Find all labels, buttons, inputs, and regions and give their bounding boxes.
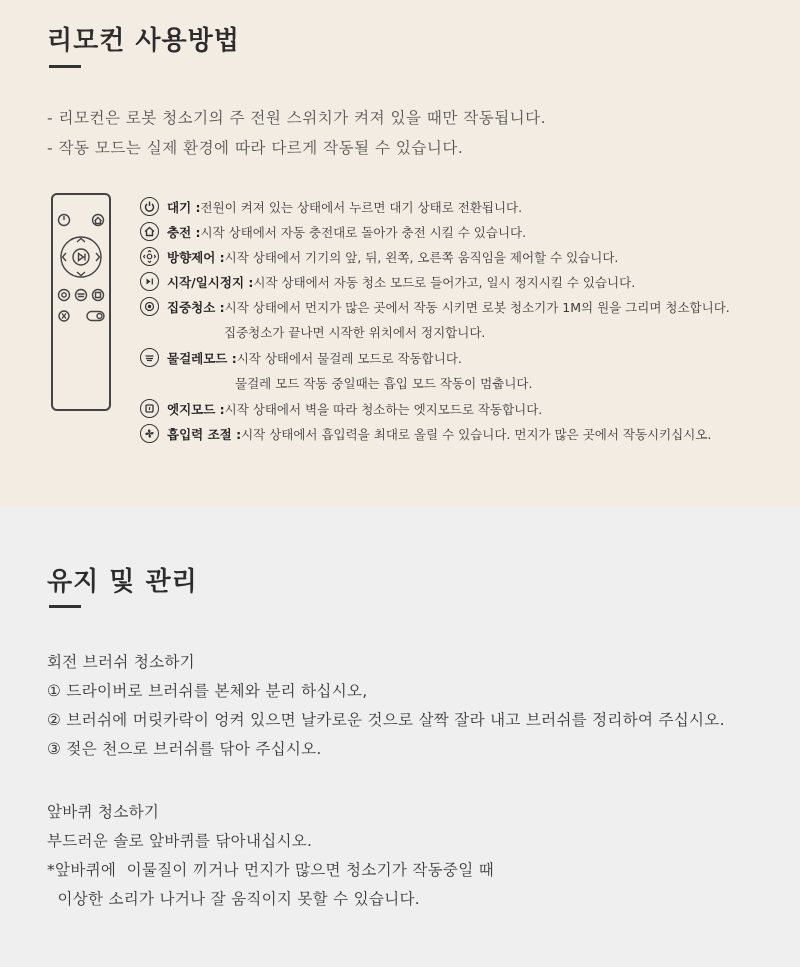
function-row-direction <box>140 247 618 266</box>
instruction-step: ③ 젖은 천으로 브러쉬를 닦아 주십시오. <box>47 740 322 758</box>
remote-edge-button-icon <box>93 290 104 301</box>
remote-mop-button-icon <box>76 290 87 301</box>
function-description: 시작 상태에서 물걸레 모드로 작동합니다. <box>236 350 462 366</box>
spot-clean-icon <box>140 297 159 316</box>
remote-usage-title: 리모컨 사용방법 <box>47 26 240 56</box>
function-row-mop-mode <box>140 348 462 367</box>
function-label: 시작/일시정지 : <box>167 274 254 290</box>
power-icon <box>140 197 159 216</box>
fan-icon <box>140 424 159 443</box>
title-underline <box>49 65 81 68</box>
function-label: 물걸레모드 : <box>167 350 237 366</box>
instruction-step: ① 드라이버로 브러쉬를 본체와 분리 하십시오, <box>47 682 368 700</box>
direction-icon <box>140 247 159 266</box>
function-row-start-pause <box>140 272 635 291</box>
remote-control-illustration <box>51 193 111 411</box>
instruction-step: ② 브러쉬에 머릿카락이 엉켜 있으면 날카로운 것으로 살짝 잘라 내고 브러쉬를 정리하여 주십시오. <box>47 711 725 729</box>
subsection-heading: 앞바퀴 청소하기 <box>47 803 160 821</box>
function-label: 엣지모드 : <box>167 401 225 417</box>
caution-note: 이상한 소리가 나거나 잘 움직이지 못할 수 있습니다. <box>47 890 421 908</box>
play-pause-icon <box>140 272 159 291</box>
instruction-line: 부드러운 솔로 앞바퀴를 닦아내십시오. <box>47 832 313 850</box>
note-line: - 리모컨은 로봇 청소기의 주 전원 스위치가 켜져 있을 때만 작동됩니다. <box>47 109 547 127</box>
note-line: - 작동 모드는 실제 환경에 따라 다르게 작동될 수 있습니다. <box>47 139 464 157</box>
function-row-suction-control <box>140 424 711 443</box>
maintenance-title: 유지 및 관리 <box>47 567 198 597</box>
function-description-continued: 집중청소가 끝나면 시작한 위치에서 정지합니다. <box>224 325 486 340</box>
function-row-standby <box>140 197 522 216</box>
home-icon <box>140 222 159 241</box>
function-row-edge-mode <box>140 399 542 418</box>
function-label: 흡입력 조절 : <box>167 426 242 442</box>
function-row-charge <box>140 222 526 241</box>
function-description: 시작 상태에서 기기의 앞, 뒤, 왼쪽, 오른쪽 움직임을 제어할 수 있습니다. <box>224 249 619 265</box>
function-label: 집중청소 : <box>167 299 225 315</box>
remote-spot-button-icon <box>59 290 70 301</box>
function-description: 시작 상태에서 먼지가 많은 곳에서 작동 시키면 로봇 청소기가 1M의 원을 그리며 청소합니다. <box>224 299 730 315</box>
function-description: 시작 상태에서 벽을 따라 청소하는 엣지모드로 작동합니다. <box>224 401 543 417</box>
function-description: 시작 상태에서 자동 충전대로 돌아가 충전 시킬 수 있습니다. <box>200 224 527 240</box>
subsection-heading: 회전 브러쉬 청소하기 <box>47 653 195 671</box>
function-row-spot-clean <box>140 297 730 316</box>
mop-icon <box>140 348 159 367</box>
function-description-continued: 물걸레 모드 작동 중일때는 흡입 모드 작동이 멈춥니다. <box>235 376 533 391</box>
title-underline <box>49 605 81 608</box>
function-label: 대기 : <box>167 199 201 215</box>
function-description: 시작 상태에서 자동 청소 모드로 들어가고, 일시 정지시킬 수 있습니다. <box>253 274 636 290</box>
function-label: 충전 : <box>167 224 201 240</box>
function-description: 시작 상태에서 흡입력을 최대로 올릴 수 있습니다. 먼지가 많은 곳에서 작동시키십시오. <box>241 426 712 442</box>
caution-note: *앞바퀴에 이물질이 끼거나 먼지가 많으면 청소기가 작동중일 때 <box>47 861 494 879</box>
remote-dpad-icon <box>61 237 101 277</box>
function-label: 방향제어 : <box>167 249 225 265</box>
edge-icon <box>140 399 159 418</box>
function-description: 전원이 켜져 있는 상태에서 누르면 대기 상태로 전환됩니다. <box>200 199 523 215</box>
